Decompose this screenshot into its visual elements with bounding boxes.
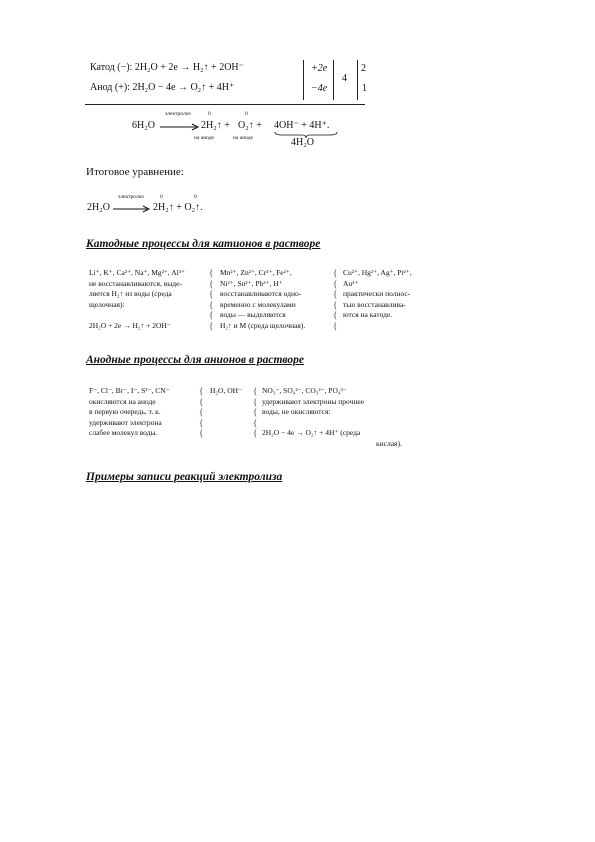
- sum-right-ions: 4OH⁻ + 4H⁺.: [274, 120, 330, 131]
- cathode-col2-line: временно с молекулами: [220, 299, 296, 309]
- anode-section-heading: Анодные процессы для анионов в растворе: [86, 354, 304, 366]
- cathode-col1-line: 2H₂O + 2e → H₂↑ + 2OH⁻: [89, 320, 171, 330]
- cathode-col1-line: ляется H₂↑ из воды (среда: [89, 289, 172, 298]
- cathode-col3-line: тью восстанавлива-: [343, 299, 406, 309]
- anode-col3-line: [262, 418, 402, 429]
- anode-col-2: [210, 386, 242, 397]
- anode-coefficient: 1: [362, 83, 367, 94]
- sum-right-h2: 2H₂↑ +: [201, 120, 230, 131]
- zero-mark-o2: 0: [245, 111, 248, 117]
- cathode-col3-line: ются на катоде.: [343, 310, 393, 319]
- cathode-section-heading: Катодные процессы для катионов в растворе: [86, 238, 321, 250]
- sum-right-o2: O₂↑ +: [238, 120, 262, 131]
- anode-col1-line: слабее молекул воды.: [89, 428, 158, 437]
- sum-left: 6H₂O: [132, 120, 155, 131]
- under-ions-label: 4H₂O: [291, 137, 314, 148]
- balance-divider-left: [303, 60, 304, 100]
- anode-equation: Анод (+): 2H₂O − 4e → O₂↑ + 4H⁺: [90, 82, 235, 93]
- under-o2-label: на аноде: [233, 135, 253, 141]
- cathode-col1-line: щелочная):: [89, 299, 125, 309]
- balance-divider-right: [357, 60, 358, 100]
- lcm-value: 4: [342, 73, 347, 84]
- cathode-col-3: [343, 268, 412, 321]
- anode-col1-line: в первую очередь, т. к.: [89, 407, 161, 416]
- cathode-col-2: [220, 268, 305, 331]
- cathode-col1-line: не восстанавливаются, выде-: [89, 278, 182, 288]
- cathode-col3-line: Au³⁺: [343, 278, 359, 288]
- cathode-col3-line: Cu²⁺, Hg²⁺, Ag⁺, Pt²⁺,: [343, 268, 412, 277]
- cathode-col1-line: [89, 310, 185, 321]
- cathode-electrons: +2e: [311, 63, 328, 74]
- final-arrow-label: электролиз: [118, 194, 144, 200]
- final-zero-o2: 0: [194, 194, 197, 200]
- anode-col-3: [262, 386, 402, 449]
- anode-col3-line: кислая).: [376, 438, 402, 448]
- cathode-col2-line: воды — выделяются: [220, 310, 286, 319]
- cathode-col1-line: Li⁺, K⁺, Ca²⁺, Na⁺, Mg²⁺, Al³⁺: [89, 268, 185, 277]
- cathode-col2-line: восстанавливаются одно-: [220, 289, 302, 298]
- balance-divider-mid: [333, 60, 334, 100]
- anode-col3-line: 2H₂O − 4e → O₂↑ + 4H⁺ (среда: [262, 428, 361, 437]
- final-left: 2H₂O: [87, 202, 110, 213]
- anode-col-1: [89, 386, 170, 439]
- anode-col3-line: удерживают электроны прочнее: [262, 396, 365, 406]
- cathode-col2-line: H₂↑ и M (среда щелочная).: [220, 320, 306, 330]
- final-right: 2H₂↑ + O₂↑.: [153, 202, 203, 213]
- anode-electrons: −4e: [311, 83, 328, 94]
- final-zero-h2: 0: [160, 194, 163, 200]
- anode-col1-line: удерживают электрона: [89, 417, 162, 427]
- cathode-brace-1: { { { { { {: [209, 268, 214, 331]
- anode-col1-line: F⁻, Cl⁻, Br⁻, I⁻, S²⁻, CN⁻: [89, 386, 170, 395]
- cathode-col2-line: Mn²⁺, Zn²⁺, Cr³⁺, Fe²⁺,: [220, 268, 292, 277]
- sum-line: [85, 104, 365, 105]
- final-arrow: [113, 205, 151, 213]
- examples-section-heading: Примеры записи реакций электролиза: [86, 471, 283, 483]
- sum-arrow: [160, 123, 200, 131]
- anode-col1-line: окисляются на аноде: [89, 396, 156, 406]
- cathode-col2-line: Ni²⁺, Sn²⁺, Pb²⁺, H⁺: [220, 278, 283, 288]
- under-h2-label: на аноде: [194, 135, 214, 141]
- anode-col3-line: воды, не окисляются:: [262, 407, 331, 416]
- final-equation-title: Итоговое уравнение:: [86, 166, 184, 178]
- anode-col3-line: NO₃⁻, SO₄²⁻, CO₃²⁻, PO₄³⁻: [262, 386, 347, 395]
- cathode-col-1: [89, 268, 185, 331]
- cathode-coefficient: 2: [361, 63, 366, 74]
- cathode-equation: Катод (−): 2H₂O + 2e → H₂↑ + 2OH⁻: [90, 62, 244, 73]
- anode-brace-1: { { { { {: [199, 386, 204, 438]
- zero-mark-h2: 0: [208, 111, 211, 117]
- anode-col2-line: H₂O, OH⁻: [210, 386, 242, 395]
- anode-brace-2: { { { { {: [253, 386, 258, 438]
- cathode-brace-2: { { { { { {: [333, 268, 338, 331]
- sum-arrow-label: электролиз: [165, 111, 191, 117]
- cathode-col3-line: практически полнос-: [343, 289, 411, 298]
